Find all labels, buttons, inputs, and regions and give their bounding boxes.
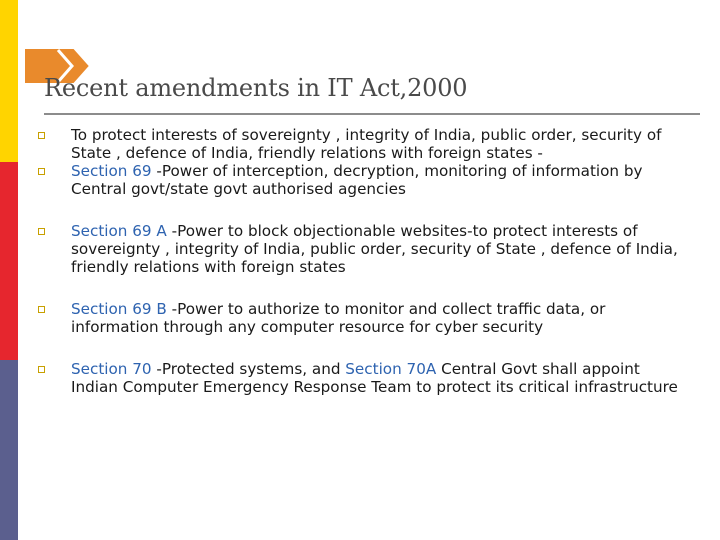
hollow-square-icon: [38, 306, 45, 313]
section-ref: Section 70: [71, 360, 152, 378]
hollow-square-icon: [38, 132, 45, 139]
bullet-item: [38, 126, 688, 162]
bullet-item: [38, 360, 688, 396]
left-stripe-slate: [0, 360, 18, 540]
bullet-text: -Protected systems, and: [151, 360, 346, 378]
bullet-text: -Power to block objectionable websites-to protect interests of sovereignty , integrity of India, public order, security of State , defence of India, friendly relations with foreign states: [71, 222, 678, 276]
bullet-text: Central Govt shall appoint Indian Computer Emergency Response Team to protect its critical infrastructure: [71, 360, 678, 396]
title-divider: [44, 113, 700, 115]
bullet-item: [38, 222, 688, 276]
bullet-list: [38, 126, 688, 396]
section-ref: Section 69 A: [71, 222, 167, 240]
bullet-text: To protect interests of sovereignty , integrity of India, public order, security of State , defence of India, friendly relations with foreign states -: [71, 126, 662, 162]
left-stripe-red: [0, 162, 18, 360]
bullet-text: -Power of interception, decryption, monitoring of information by Central govt/state govt authorised agencies: [71, 162, 643, 198]
bullet-item: [38, 300, 688, 336]
section-ref: Section 69: [71, 162, 152, 180]
section-ref: Section 70A: [345, 360, 437, 378]
section-ref: Section 69 B: [71, 300, 167, 318]
left-stripe-yellow: [0, 0, 18, 162]
slide-title: Recent amendments in IT Act,2000: [44, 74, 468, 102]
hollow-square-icon: [38, 168, 45, 175]
hollow-square-icon: [38, 366, 45, 373]
bullet-text: -Power to authorize to monitor and collect traffic data, or information through any computer resource for cyber security: [71, 300, 606, 336]
bullet-item: [38, 162, 688, 198]
hollow-square-icon: [38, 228, 45, 235]
